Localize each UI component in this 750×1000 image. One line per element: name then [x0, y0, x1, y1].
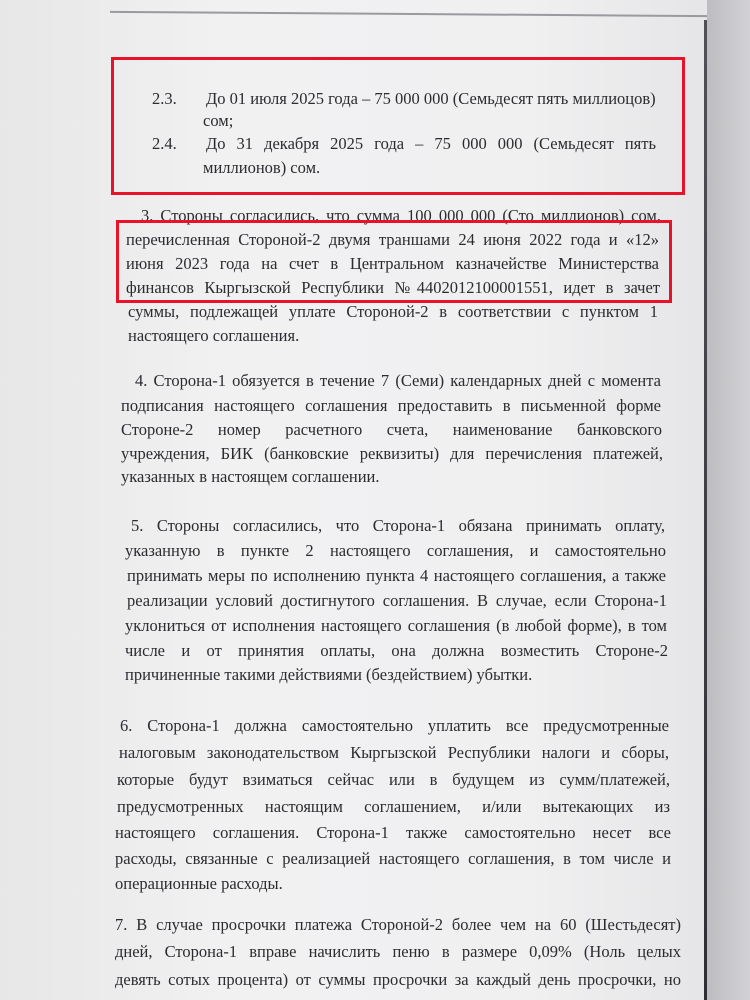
clause-5-line-5: уклониться от исполнения настоящего соглашения (в любой форме), в том [125, 616, 667, 635]
clause-3-line-2: перечисленная Стороной-2 двумя траншами 24 июня 2022 года и «12» [126, 230, 659, 249]
clause-6-line-2: налоговым законодательством Кыргызской Республики налоги и сборы, [119, 743, 669, 762]
clause-4-line-4: учреждения, БИК (банковские реквизиты) для перечисления платежей, [121, 444, 663, 463]
clause-3-line-6: настоящего соглашения. [128, 326, 300, 345]
clause-2-4-line-2: миллионов) сом. [203, 158, 321, 177]
clause-2-4-line-1: До 31 декабря 2025 года – 75 000 000 (Семьдесят пять [206, 134, 656, 153]
clause-4-line-1: 4. Сторона-1 обязуется в течение 7 (Семи) календарных дней с момента [135, 371, 661, 390]
highlight-box-clauses-2-3-2-4 [111, 57, 685, 195]
clause-2-3-line-2: сом; [203, 111, 234, 130]
clause-7-line-1: 7. В случае просрочки платежа Стороной-2 более чем на 60 (Шестьдесят) [115, 915, 681, 934]
paper-top-edge [110, 11, 710, 17]
clause-6-line-3: которые будут взиматься сейчас или в будущем из сумм/платежей, [117, 770, 670, 789]
highlight-box-clause-3 [116, 220, 672, 303]
clause-2-3-line-1: До 01 июля 2025 года – 75 000 000 (Семьдесят пять миллиоцов) [206, 89, 656, 108]
clause-4-line-5: указанных в настоящем соглашении. [121, 467, 380, 486]
clause-4-line-2: подписания настоящего соглашения предоставить в письменной форме [121, 396, 661, 415]
clause-6-line-4: предусмотренных настоящим соглашением, и/или вытекающих из [117, 797, 670, 816]
clause-7-line-3: девять сотых процента) от суммы просрочки за каждый день просрочки, но [115, 970, 681, 989]
clause-3-line-5: суммы, подлежащей уплате Стороной-2 в соответствии с пунктом 1 [128, 302, 658, 321]
clause-5-line-4: реализации условий достигнутого соглашения. В случае, если Сторона-1 [127, 591, 667, 610]
clause-number-2-4: 2.4. [152, 134, 177, 153]
clause-5-line-2: указанную в пункте 2 настоящего соглашения, и самостоятельно [125, 541, 666, 560]
clause-7-line-2: дней, Сторона-1 вправе начислить пеню в размере 0,09% (Ноль целых [115, 942, 681, 961]
page-shadow [707, 0, 750, 1000]
clause-number-2-3: 2.3. [152, 89, 177, 108]
clause-3-line-4: финансов Кыргызской Республики №4402012100001551, идет в зачет [126, 278, 660, 297]
clause-5-line-7: причиненные такими действиями (бездействием) убытки. [125, 665, 533, 684]
clause-3-line-3: июня 2023 года на счет в Центральном казначействе Министерства [126, 254, 659, 273]
clause-6-line-1: 6. Сторона-1 должна самостоятельно уплатить все предусмотренные [120, 716, 669, 735]
clause-5-line-1: 5. Стороны согласились, что Сторона-1 обязана принимать оплату, [131, 516, 665, 535]
clause-5-line-3: принимать меры по исполнению пункта 4 настоящего соглашения, а также [127, 566, 666, 585]
clause-3-line-1: 3. Стороны согласились, что сумма 100 000 000 (Сто миллионов) сом, [141, 206, 661, 225]
clause-6-line-6: расходы, связанные с реализацией настоящего соглашения, в том числе и [115, 849, 671, 868]
clause-6-line-5: настоящего соглашения. Сторона-1 также самостоятельно несет все [115, 823, 671, 842]
clause-4-line-3: Стороне-2 номер расчетного счета, наименование банковского [121, 420, 662, 439]
clause-6-line-7: операционные расходы. [115, 874, 283, 893]
paper-right-edge [704, 20, 707, 1000]
clause-5-line-6: числе и от принятия оплаты, она должна возместить Стороне-2 [125, 641, 668, 660]
